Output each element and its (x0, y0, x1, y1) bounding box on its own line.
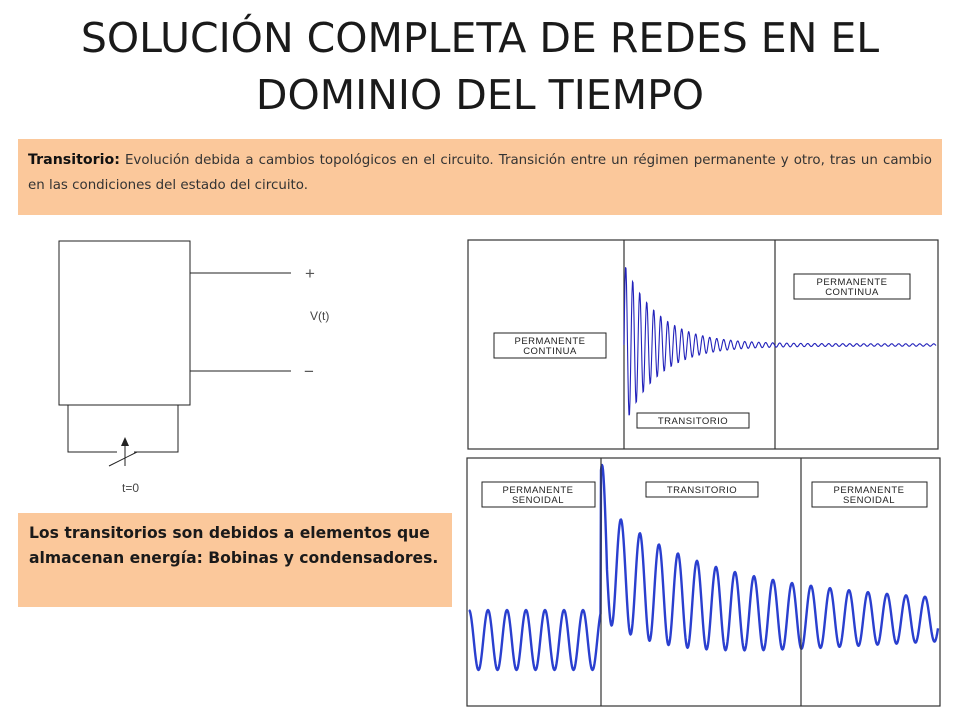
ac-left-label-line2: SENOIDAL (511, 495, 565, 506)
voltage-label: V(t) (310, 309, 330, 323)
switch-blade (109, 452, 137, 466)
ac-right-label-line2: SENOIDAL (842, 495, 896, 506)
switch-wire-right (134, 405, 178, 452)
ac-left-label-line1: PERMANENTE (502, 485, 574, 496)
dc-middle-label: TRANSITORIO (657, 416, 729, 427)
ac-right-label-line1: PERMANENTE (833, 485, 905, 496)
definition-text: Evolución debida a cambios topológicos en el circuito. Transición entre un régimen permanente y otro, tras un cambio en las condiciones del estado del circuito. (28, 153, 932, 193)
plus-sign: + (305, 264, 315, 283)
ac-transient-plot (467, 458, 940, 706)
note-box (18, 513, 452, 607)
switch-time-label: t=0 (122, 481, 140, 495)
dc-left-label-line1: PERMANENTE (514, 336, 586, 347)
minus-sign: − (304, 362, 314, 381)
ac-middle-label: TRANSITORIO (666, 485, 738, 496)
switch-wire-left (68, 405, 117, 452)
note-text: Los transitorios son debidos a elementos que almacenan energía: Bobinas y condensadores. (29, 524, 439, 567)
definition-term: Transitorio: (28, 152, 120, 168)
dc-transient-plot (468, 240, 938, 449)
slide-title: SOLUCIÓN COMPLETA DE REDES EN EL DOMINIO DEL TIEMPO (80, 14, 880, 119)
circuit-diagram (59, 241, 291, 466)
dc-left-label-line2: CONTINUA (523, 346, 577, 357)
network-box (59, 241, 190, 405)
switch-arrow-head (121, 437, 129, 446)
dc-right-label-line1: PERMANENTE (816, 277, 888, 288)
dc-right-label-line2: CONTINUA (825, 287, 879, 298)
